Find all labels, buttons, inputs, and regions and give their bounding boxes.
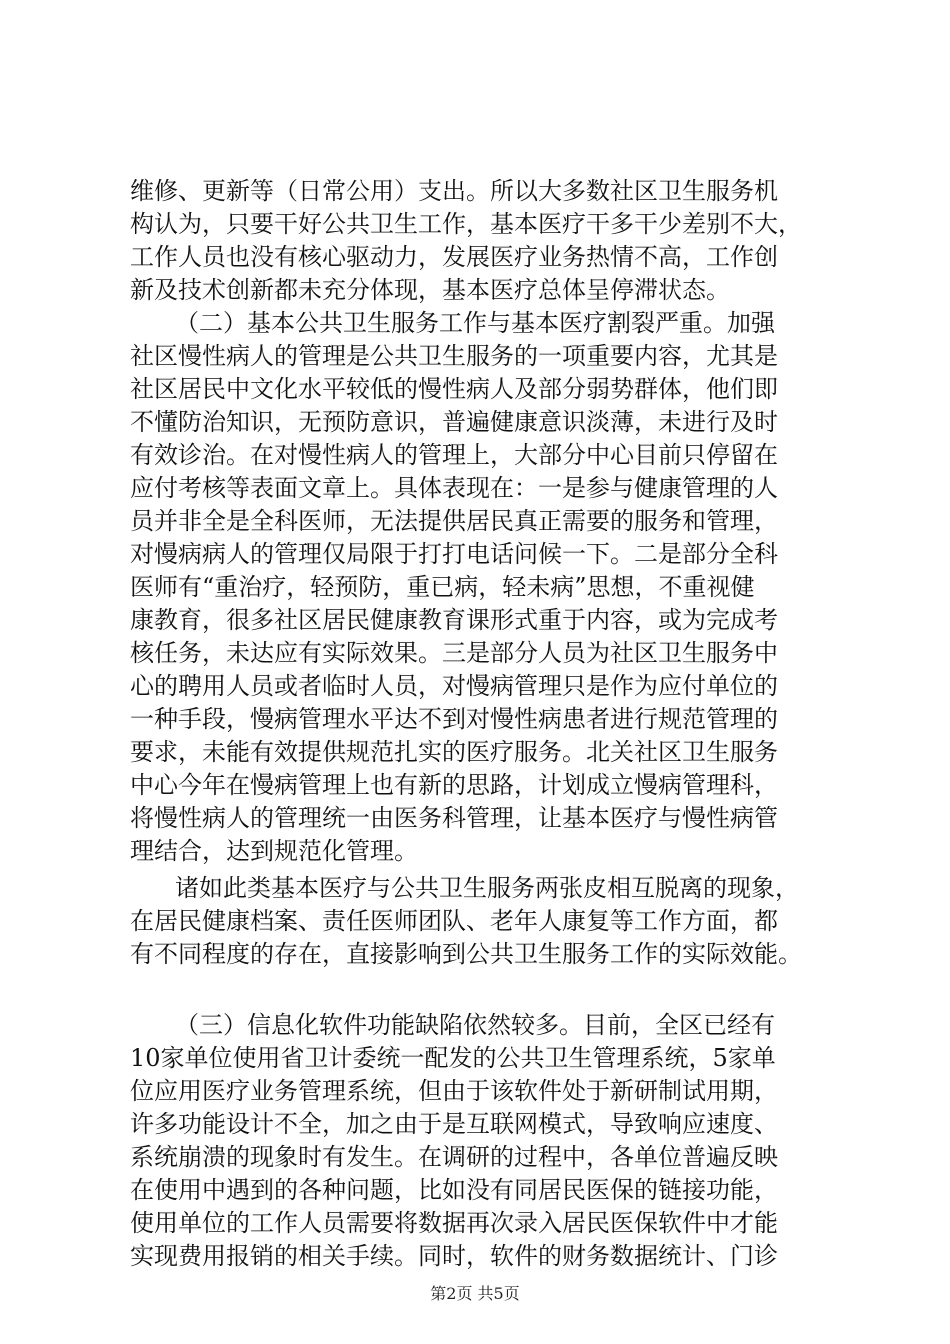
text-line: 康教育，很多社区居民健康教育课形式重于内容，或为完成考 bbox=[130, 606, 778, 634]
page-footer: 第2页 共5页 bbox=[430, 1284, 520, 1303]
text-line: 在居民健康档案、责任医师团队、老年人康复等工作方面，都 bbox=[130, 907, 778, 935]
text-line: 社区居民中文化水平较低的慢性病人及部分弱势群体，他们即 bbox=[130, 375, 778, 403]
text-line: 中心今年在慢病管理上也有新的思路，计划成立慢病管理科， bbox=[130, 771, 778, 799]
text-line: 系统崩溃的现象时有发生。在调研的过程中，各单位普遍反映 bbox=[130, 1143, 778, 1171]
text-line: 医师有“重治疗，轻预防，重已病，轻未病”思想，不重视健 bbox=[130, 573, 755, 601]
text-line: 有不同程度的存在，直接影响到公共卫生服务工作的实际效能。 bbox=[130, 940, 802, 968]
text-line: 工作人员也没有核心驱动力，发展医疗业务热情不高，工作创 bbox=[130, 243, 778, 271]
text-line: 使用单位的工作人员需要将数据再次录入居民医保软件中才能 bbox=[130, 1209, 778, 1237]
paragraph-start-line: 诸如此类基本医疗与公共卫生服务两张皮相互脱离的现象， bbox=[175, 874, 799, 902]
text-line: 理结合，达到规范化管理。 bbox=[130, 837, 418, 865]
text-line: 员并非全是全科医师，无法提供居民真正需要的服务和管理， bbox=[130, 507, 778, 535]
text-line: 不懂防治知识，无预防意识，普遍健康意识淡薄，未进行及时 bbox=[130, 408, 778, 436]
text-line: 维修、更新等（日常公用）支出。所以大多数社区卫生服务机 bbox=[130, 177, 778, 205]
text-line: 构认为，只要干好公共卫生工作，基本医疗干多干少差别不大， bbox=[130, 210, 802, 238]
text-line: 对慢病病人的管理仅局限于打打电话问候一下。二是部分全科 bbox=[130, 540, 778, 568]
text-line: 要求，未能有效提供规范扎实的医疗服务。北关社区卫生服务 bbox=[130, 738, 778, 766]
text-line: 10家单位使用省卫计委统一配发的公共卫生管理系统，5家单 bbox=[130, 1044, 776, 1072]
text-line: 核任务，未达应有实际效果。三是部分人员为社区卫生服务中 bbox=[130, 639, 778, 667]
text-line: 实现费用报销的相关手续。同时，软件的财务数据统计、门诊 bbox=[130, 1242, 778, 1270]
text-line: 在使用中遇到的各种问题，比如没有同居民医保的链接功能， bbox=[130, 1176, 778, 1204]
text-line: 位应用医疗业务管理系统，但由于该软件处于新研制试用期， bbox=[130, 1077, 778, 1105]
text-line: 许多功能设计不全，加之由于是互联网模式，导致响应速度、 bbox=[130, 1110, 778, 1138]
text-line: 社区慢性病人的管理是公共卫生服务的一项重要内容，尤其是 bbox=[130, 342, 778, 370]
text-line: 将慢性病人的管理统一由医务科管理，让基本医疗与慢性病管 bbox=[130, 804, 778, 832]
paragraph-start-line: （二）基本公共卫生服务工作与基本医疗割裂严重。加强 bbox=[175, 309, 775, 337]
text-line: 心的聘用人员或者临时人员，对慢病管理只是作为应付单位的 bbox=[130, 672, 778, 700]
text-line: 一种手段，慢病管理水平达不到对慢性病患者进行规范管理的 bbox=[130, 705, 778, 733]
text-line: 应付考核等表面文章上。具体表现在：一是参与健康管理的人 bbox=[130, 474, 778, 502]
text-line: 有效诊治。在对慢性病人的管理上，大部分中心目前只停留在 bbox=[130, 441, 778, 469]
text-line: 新及技术创新都未充分体现，基本医疗总体呈停滞状态。 bbox=[130, 276, 730, 304]
paragraph-start-line: （三）信息化软件功能缺陷依然较多。目前，全区已经有 bbox=[175, 1011, 775, 1039]
